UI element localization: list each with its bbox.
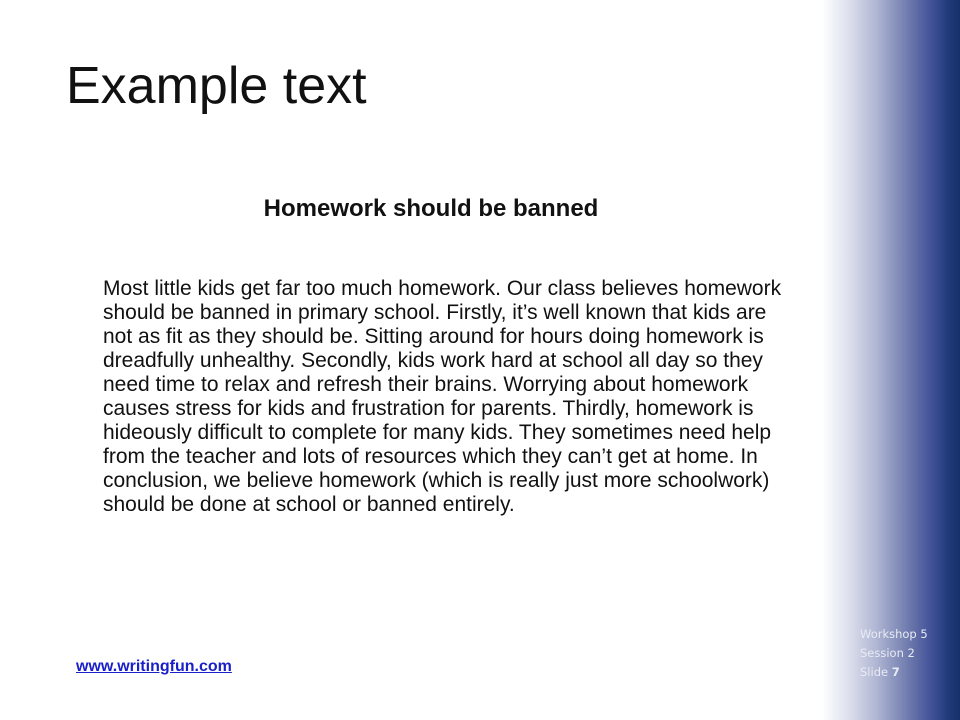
slide-meta: [860, 625, 928, 682]
side-gradient-band: [822, 0, 960, 720]
website-link[interactable]: www.writingfun.com: [76, 658, 232, 675]
slide-label: Slide: [860, 665, 889, 679]
workshop-label: Workshop 5: [860, 627, 928, 641]
essay-heading: Homework should be banned: [263, 195, 599, 222]
session-label: Session 2: [860, 646, 915, 660]
slide-number-line: [860, 663, 928, 682]
slide-number: 7: [891, 665, 900, 679]
essay-body: Most little kids get far too much homework. Our class believes homework should be banned in primary school. Firstly, it’s well known that kids are not as fit as they should be. Sitting around for hours doing homework is dreadfully unhealthy. Secondly, kids work hard at school all day so they need time to relax and refresh their brains. Worrying about homework causes stress for kids and frustration for parents. Thirdly, homework is hideously difficult to complete for many kids. They sometimes need help from the teacher and lots of resources which they can’t get at home. In conclusion, we believe homework (which is really just more schoolwork) should be done at school or banned entirely.: [103, 277, 782, 516]
slide-title: Example text: [66, 57, 367, 115]
